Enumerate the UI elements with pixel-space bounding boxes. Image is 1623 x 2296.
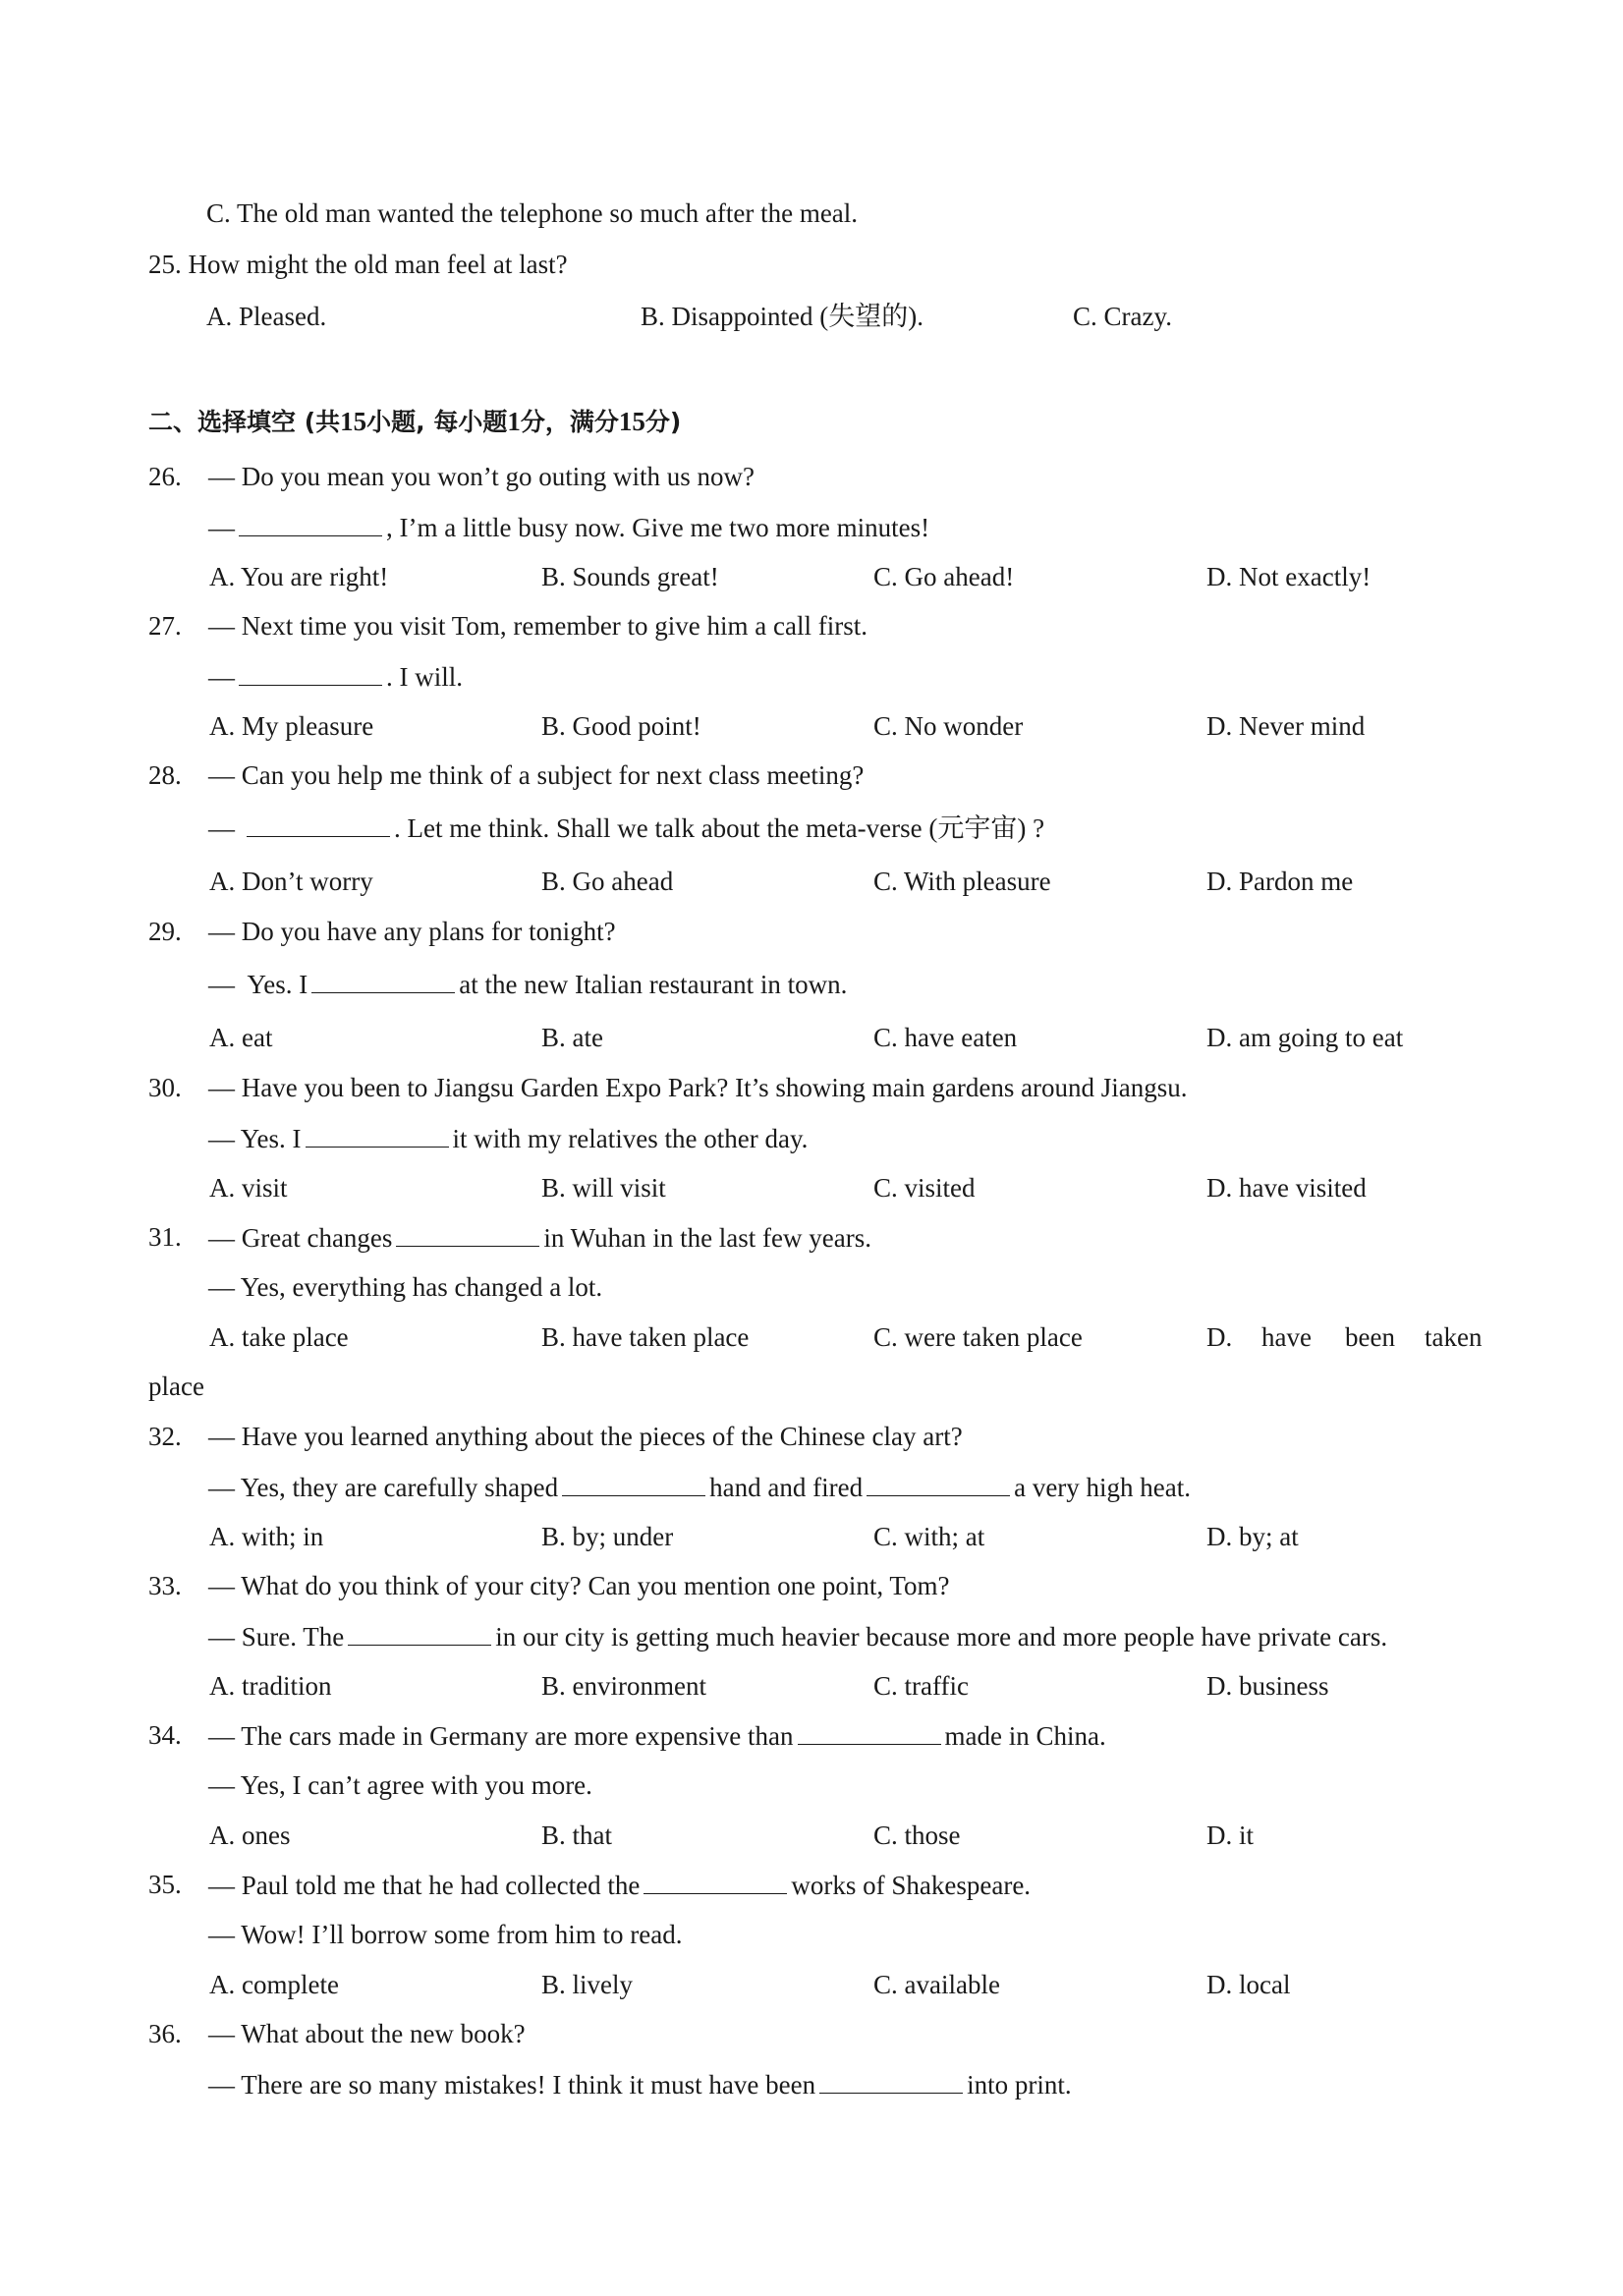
section-heading: 二、选择填空 (共15小题, 每小题1分，满分15分) [148, 407, 682, 436]
answer-blank[interactable] [348, 1621, 491, 1646]
q25-option-c: C. Crazy. [1073, 302, 1172, 331]
option-b: B. that [541, 1820, 612, 1850]
answer-blank[interactable] [311, 969, 455, 993]
question-line: — What about the new book? [208, 2019, 526, 2048]
answer-line: — . Let me think. Shall we talk about the meta-verse (元宇宙) ? [208, 813, 1045, 843]
question-line: — Do you have any plans for tonight? [208, 917, 616, 946]
option-d: D. by; at [1206, 1522, 1299, 1551]
option-b: B. environment [541, 1671, 706, 1701]
answer-blank[interactable] [867, 1472, 1010, 1496]
option-b: B. ate [541, 1023, 603, 1052]
option-c: C. With pleasure [873, 867, 1051, 896]
option-d: D. Pardon me [1206, 867, 1354, 896]
option-c: C. No wonder [873, 711, 1024, 741]
answer-blank[interactable] [396, 1222, 539, 1247]
option-d: D. am going to eat [1206, 1023, 1404, 1052]
answer-line: — There are so many mistakes! I think it must have been into print. [208, 2070, 1072, 2100]
option-c: C. available [873, 1970, 1000, 1999]
answer-blank[interactable] [798, 1720, 941, 1745]
option-a: A. visit [209, 1173, 288, 1203]
option-d: D. local [1206, 1970, 1291, 1999]
option-d: D. Never mind [1206, 711, 1366, 741]
option-b: B. will visit [541, 1173, 666, 1203]
question-number: 36. [148, 2019, 182, 2048]
answer-blank[interactable] [239, 661, 382, 686]
question-number: 32. [148, 1422, 182, 1451]
question-line: — Have you learned anything about the pieces of the Chinese clay art? [208, 1422, 963, 1451]
question-line: — Have you been to Jiangsu Garden Expo Park? It’s showing main gardens around Jiangsu. [208, 1073, 1188, 1102]
option-d-word: taken [1425, 1322, 1483, 1352]
q25-option-b: B. Disappointed (失望的). [641, 302, 923, 331]
answer-line: — Yes, they are carefully shaped hand and fired a very high heat. [208, 1473, 1192, 1502]
option-d: D. have visited [1206, 1173, 1367, 1203]
q25-text: How might the old man feel at last? [188, 250, 568, 279]
answer-line: — Sure. The in our city is getting much heavier because more and more people have private cars. [208, 1622, 1388, 1652]
answer-line: — Yes. I at the new Italian restaurant in town. [208, 970, 848, 999]
answer-line: — Yes, I can’t agree with you more. [208, 1770, 592, 1800]
option-d-word: been [1345, 1322, 1395, 1352]
q25-stem [148, 250, 568, 280]
option-b: B. have taken place [541, 1322, 750, 1352]
question-number: 34. [148, 1720, 182, 1750]
question-line: — Great changes in Wuhan in the last few years. [208, 1223, 871, 1253]
question-line: — Next time you visit Tom, remember to give him a call first. [208, 611, 867, 641]
option-c: C. were taken place [873, 1322, 1083, 1352]
option-c: C. Go ahead! [873, 562, 1015, 591]
question-number: 31. [148, 1222, 182, 1252]
option-a: A. with; in [209, 1522, 324, 1551]
option-a: A. You are right! [209, 562, 389, 591]
q25-option-a: A. Pleased. [206, 302, 327, 331]
answer-blank[interactable] [819, 2069, 963, 2094]
option-c: C. with; at [873, 1522, 985, 1551]
option-b: B. by; under [541, 1522, 674, 1551]
option-b: B. Good point! [541, 711, 701, 741]
option-a: A. Don’t worry [209, 867, 373, 896]
answer-blank[interactable] [644, 1870, 787, 1894]
answer-blank[interactable] [306, 1123, 449, 1148]
question-number: 26. [148, 462, 182, 491]
question-number: 35. [148, 1870, 182, 1899]
option-a: A. ones [209, 1820, 291, 1850]
q24-option-c: C. The old man wanted the telephone so much after the meal. [206, 198, 859, 228]
question-line: — Do you mean you won’t go outing with us now? [208, 462, 755, 491]
option-b: B. Go ahead [541, 867, 674, 896]
option-d: D. Not exactly! [1206, 562, 1371, 591]
answer-line: — Yes. I it with my relatives the other day. [208, 1124, 809, 1153]
answer-line: — , I’m a little busy now. Give me two more minutes! [208, 513, 930, 542]
question-number: 30. [148, 1073, 182, 1102]
question-number: 28. [148, 760, 182, 790]
question-line: — Can you help me think of a subject for next class meeting? [208, 760, 865, 790]
option-c: C. visited [873, 1173, 976, 1203]
answer-line: — Yes, everything has changed a lot. [208, 1272, 603, 1302]
answer-blank[interactable] [562, 1472, 705, 1496]
q25-number: 25. [148, 250, 182, 279]
option-d-wrap: place [148, 1372, 204, 1401]
question-line: — The cars made in Germany are more expensive than made in China. [208, 1721, 1106, 1751]
option-a: A. eat [209, 1023, 273, 1052]
question-number: 27. [148, 611, 182, 641]
option-c: C. have eaten [873, 1023, 1018, 1052]
option-a: A. My pleasure [209, 711, 374, 741]
question-number: 29. [148, 917, 182, 946]
option-c: C. those [873, 1820, 961, 1850]
answer-line: — Wow! I’ll borrow some from him to read. [208, 1920, 683, 1949]
answer-blank[interactable] [239, 512, 382, 536]
option-d-word: have [1261, 1322, 1312, 1352]
option-b: B. Sounds great! [541, 562, 719, 591]
question-number: 33. [148, 1571, 182, 1600]
option-d: D. business [1206, 1671, 1329, 1701]
option-c: C. traffic [873, 1671, 969, 1701]
option-d-word: D. [1206, 1322, 1233, 1352]
question-line: — What do you think of your city? Can you mention one point, Tom? [208, 1571, 950, 1600]
option-a: A. tradition [209, 1671, 332, 1701]
answer-line: — . I will. [208, 662, 463, 692]
question-line: — Paul told me that he had collected the works of Shakespeare. [208, 1871, 1032, 1900]
option-a: A. take place [209, 1322, 349, 1352]
answer-blank[interactable] [247, 812, 390, 837]
option-a: A. complete [209, 1970, 339, 1999]
option-b: B. lively [541, 1970, 633, 1999]
option-d: D. it [1206, 1820, 1255, 1850]
